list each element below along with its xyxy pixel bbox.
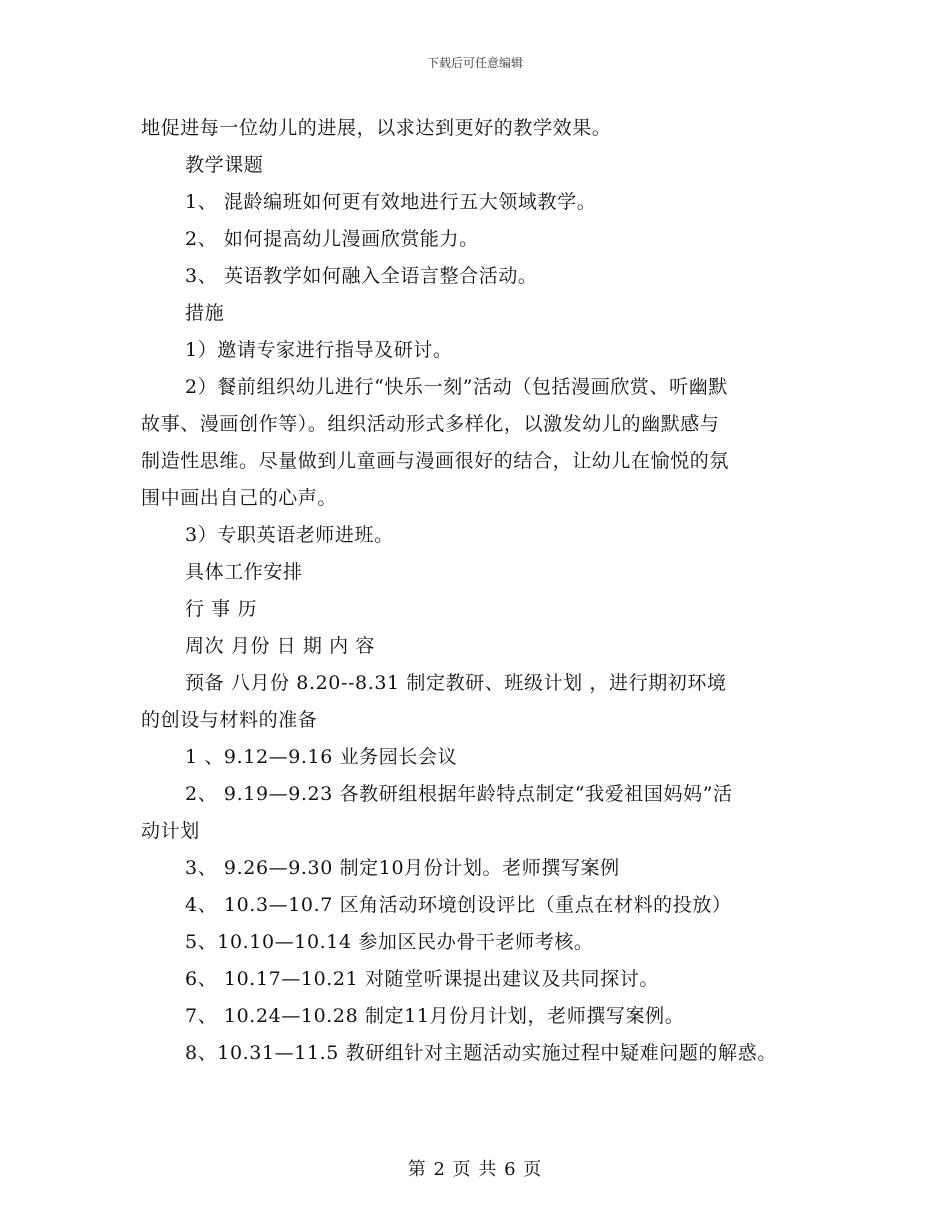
body-line-11: 围中画出自己的心声。 (141, 487, 338, 509)
document-body (141, 110, 821, 1072)
body-line-17: 的创设与材料的准备 (141, 709, 318, 731)
body-line-10: 制造性思维。尽量做到儿童画与漫画很好的结合，让幼儿在愉悦的氛 (141, 450, 730, 472)
body-line-25: 7、 10.24—10.28 制定11月份月计划，老师撰写案例。 (185, 1005, 685, 1027)
body-line-1: 地促进每一位幼儿的进展，以求达到更好的教学效果。 (141, 117, 612, 139)
body-line-26: 8、10.31—11.5 教研组针对主题活动实施过程中疑难问题的解惑。 (185, 1042, 777, 1064)
body-line-18: 1 、9.12—9.16 业务园长会议 (185, 746, 458, 768)
body-line-4: 2、 如何提高幼儿漫画欣赏能力。 (185, 228, 479, 250)
body-line-7: 1）邀请专家进行指导及研讨。 (185, 339, 453, 361)
body-line-15: 周次 月份 日 期 内 容 (185, 635, 375, 657)
body-line-23: 5、10.10—10.14 参加区民办骨干老师考核。 (185, 931, 594, 953)
body-line-5: 3、 英语教学如何融入全语言整合活动。 (185, 265, 538, 287)
body-line-2: 教学课题 (185, 154, 264, 176)
body-line-24: 6、 10.17—10.21 对随堂听课提出建议及共同探讨。 (185, 968, 659, 990)
body-line-16: 预备 八月份 8.20--8.31 制定教研、班级计划 ，进行期初环境 (185, 672, 727, 694)
body-line-14: 行 事 历 (185, 598, 258, 620)
body-line-12: 3）专职英语老师进班。 (185, 524, 394, 546)
body-line-9: 故事、漫画创作等）。组织活动形式多样化，以激发幼儿的幽默感与 (141, 413, 720, 435)
body-line-3: 1、 混龄编班如何更有效地进行五大领域教学。 (185, 191, 597, 213)
page-header: 下载后可任意编辑 (426, 56, 523, 70)
body-line-8: 2）餐前组织幼儿进行“快乐一刻”活动（包括漫画欣赏、听幽默 (185, 376, 728, 398)
body-line-19: 2、 9.19—9.23 各教研组根据年龄特点制定“我爱祖国妈妈”活 (185, 783, 733, 805)
body-line-21: 3、 9.26—9.30 制定10月份计划。老师撰写案例 (185, 857, 620, 879)
body-line-20: 动计划 (141, 820, 200, 842)
body-line-22: 4、 10.3—10.7 区角活动环境创设评比（重点在材料的投放） (185, 894, 732, 916)
body-line-13: 具体工作安排 (185, 561, 303, 583)
page-number: 第 2 页 共 6 页 (407, 1159, 543, 1180)
body-line-6: 措施 (185, 302, 225, 324)
